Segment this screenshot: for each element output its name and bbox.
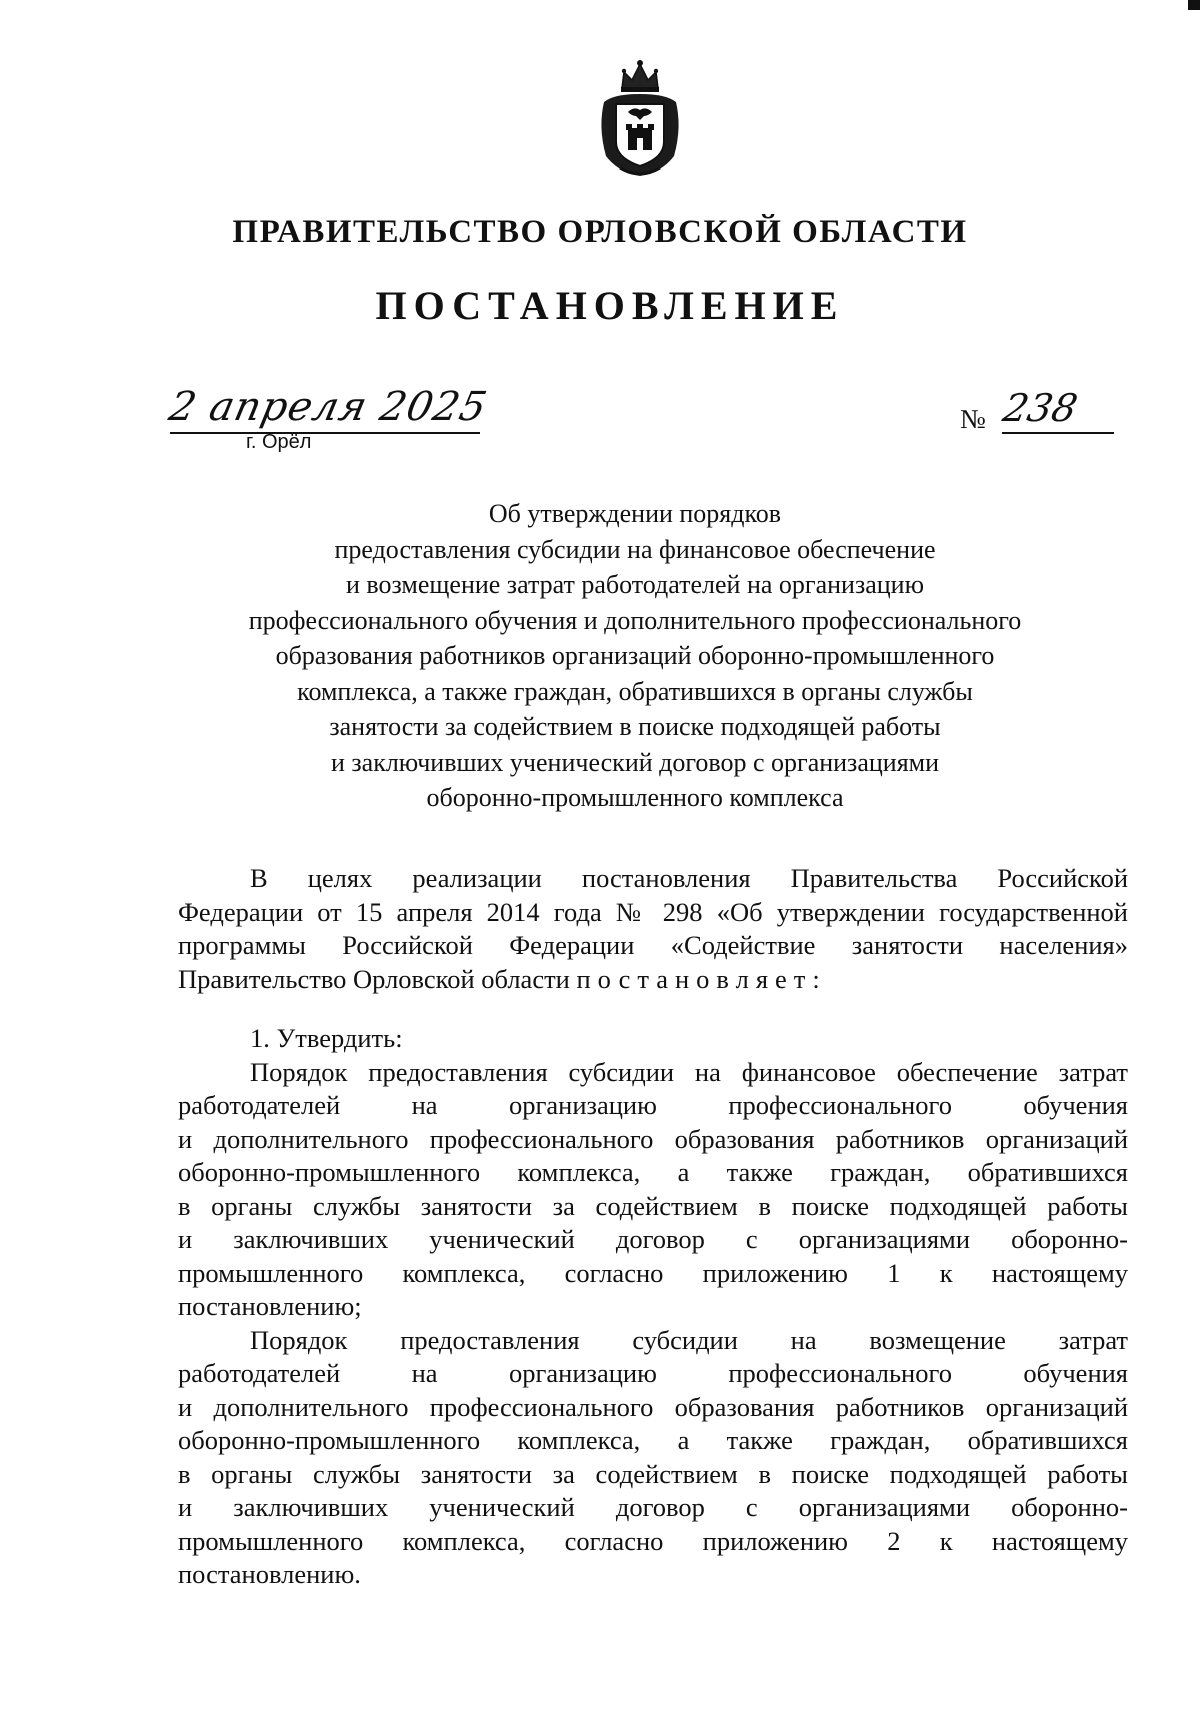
paragraph-line: промышленного комплекса, согласно приложению 1 к настоящему (178, 1257, 1128, 1288)
paragraph-line: постановлению; (178, 1291, 362, 1321)
handwritten-date: 2 апреля 2025 (165, 384, 492, 430)
paragraph-line: оборонно-промышленного комплекса, а также граждан, обратившихся (178, 1425, 1128, 1455)
item-1 (178, 1022, 1128, 1592)
document-subject (190, 496, 1080, 816)
subject-line: Об утверждении порядков (488, 499, 782, 528)
city-label: г. Орёл (246, 431, 312, 453)
subject-line: и возмещение затрат работодателей на организацию (345, 570, 925, 599)
preamble-line: Федерации от 15 апреля 2014 года № 298 «Об утверждении государственной (178, 896, 1128, 927)
paragraph-line: постановлению. (178, 1559, 361, 1589)
paragraph-line: работодателей на организацию профессионального обучения (178, 1358, 1128, 1388)
paragraph-line: Порядок предоставления субсидии на возмещение затрат (250, 1324, 1128, 1355)
paragraph-line: и заключивших ученический договор с организациями оборонно- (178, 1224, 1128, 1254)
paragraph-line: в органы службы занятости за содействием в поиске подходящей работы (178, 1190, 1128, 1221)
subject-line: комплекса, а также граждан, обратившихся в органы службы (297, 676, 973, 706)
preamble-verb-spaced: постановляет (576, 963, 813, 994)
number-sign: № (960, 404, 986, 434)
paragraph-line: работодателей на организацию профессионального обучения (178, 1090, 1128, 1120)
preamble-line: В целях реализации постановления Правительства Российской (250, 863, 1128, 893)
date-block (165, 384, 492, 454)
subject-line: занятости за содействием в поиске подходящей работы (329, 712, 941, 741)
paragraph-line: оборонно-промышленного комплекса, а также граждан, обратившихся (178, 1157, 1128, 1187)
number-block (960, 384, 1120, 444)
subject-line: профессионального обучения и дополнительного профессионального (248, 605, 1022, 635)
paragraph-line: промышленного комплекса, согласно приложению 2 к настоящему (178, 1525, 1128, 1556)
paragraph-line: и дополнительного профессионального образования работников организаций (178, 1391, 1128, 1422)
preamble-colon: : (812, 963, 820, 994)
coat-of-arms-icon (594, 58, 686, 178)
paragraph-line: Порядок предоставления субсидии на финансовое обеспечение затрат (250, 1056, 1128, 1087)
item-heading: 1. Утвердить: (250, 1023, 403, 1053)
document-type-title: ПОСТАНОВЛЕНИЕ (375, 283, 845, 328)
date-underline (170, 432, 480, 434)
preamble-line: программы Российской Федерации «Содействие занятости населения» (178, 930, 1128, 960)
paragraph-line: и заключивших ученический договор с организациями оборонно- (178, 1492, 1128, 1522)
preamble-subject: Правительство Орловской области (178, 963, 570, 994)
number-underline (1002, 432, 1114, 434)
subject-line: оборонно-промышленного комплекса (426, 783, 844, 812)
subject-line: и заключивших ученический договор с организациями (330, 747, 940, 777)
preamble-paragraph (178, 862, 1128, 996)
handwritten-number: 238 (999, 386, 1082, 430)
paragraph-line: в органы службы занятости за содействием в поиске подходящей работы (178, 1458, 1128, 1489)
scan-edge-mark (1188, 0, 1200, 10)
organization-name: ПРАВИТЕЛЬСТВО ОРЛОВСКОЙ ОБЛАСТИ (232, 214, 968, 250)
subject-line: образования работников организаций оборонно-промышленного (275, 641, 995, 670)
paragraph-line: и дополнительного профессионального образования работников организаций (178, 1123, 1128, 1154)
subject-line: предоставления субсидии на финансовое обеспечение (334, 534, 936, 564)
preamble-last-line (178, 963, 1128, 997)
